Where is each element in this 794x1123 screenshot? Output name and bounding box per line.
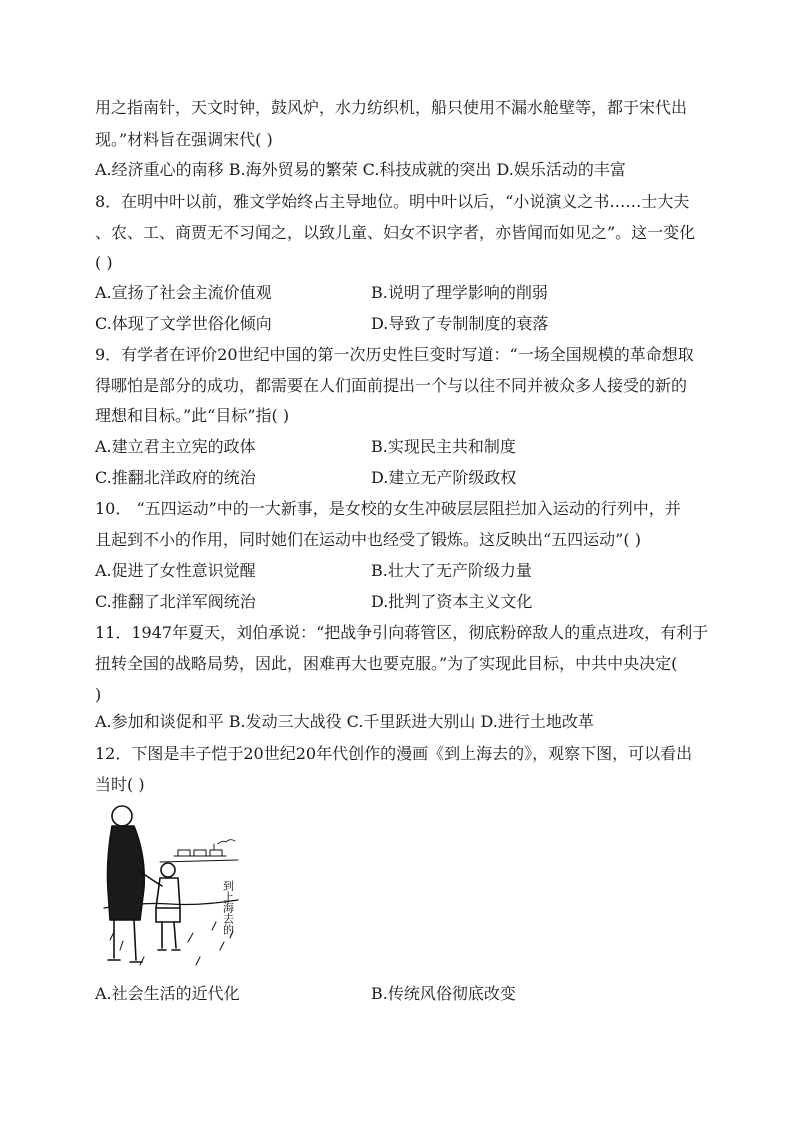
q11-options: A.参加和谈促和平 B.发动三大战役 C.千里跃进大别山 D.进行土地改革 <box>95 712 594 731</box>
q11-stem-line1: 11．1947年夏天，刘伯承说：“把战争引向蒋管区，彻底粉碎敌人的重点进攻，有利于 <box>95 623 709 642</box>
q7-stem-line1: 用之指南针，天文时钟，鼓风炉，水力纺织机，船只使用不漏水舱壁等，都于宋代出 <box>95 98 688 117</box>
q8-stem-line1: 8．在明中叶以前，雅文学始终占主导地位。明中叶以后，“小说演义之书……士大夫 <box>95 192 690 211</box>
q9-option-c: C.推翻北洋政府的统治 <box>95 468 256 487</box>
q9-stem-line1: 9．有学者在评价20世纪中国的第一次历史性巨变时写道：“一场全国规模的革命想取 <box>95 345 694 364</box>
q9-option-d: D.建立无产阶级政权 <box>371 468 517 487</box>
q9-option-a: A.建立君主立宪的政体 <box>95 437 256 456</box>
q7-options: A.经济重心的南移 B.海外贸易的繁荣 C.科技成就的突出 D.娱乐活动的丰富 <box>95 160 626 179</box>
q11-stem-line3: ) <box>95 685 102 704</box>
q10-stem-line1: 10． “五四运动”中的一大新事，是女校的女生冲破层层阻拦加入运动的行列中，并 <box>95 499 681 518</box>
q10-option-d: D.批判了资本主义文化 <box>371 592 533 611</box>
q8-option-d: D.导致了专制制度的衰落 <box>371 314 549 333</box>
q8-option-a: A.宣扬了社会主流价值观 <box>95 283 272 302</box>
q10-option-b: B.壮大了无产阶级力量 <box>371 561 532 580</box>
q12-stem-line2: 当时( ) <box>95 775 145 794</box>
q10-option-a: A.促进了女性意识觉醒 <box>95 561 256 580</box>
q12-option-b: B.传统风俗彻底改变 <box>371 984 516 1003</box>
q9-option-b: B.实现民主共和制度 <box>371 437 516 456</box>
q10-stem-line2: 且起到不小的作用，同时她们在运动中也经受了锻炼。这反映出“五四运动”( ) <box>95 530 641 549</box>
q9-stem-line2: 得哪怕是部分的成功，都需要在人们面前提出一个与以往不同并被众多人接受的新的 <box>95 376 688 395</box>
q9-stem-line3: 理想和目标。”此“目标”指( ) <box>95 406 290 425</box>
q8-option-c: C.体现了文学世俗化倾向 <box>95 314 272 333</box>
q8-option-b: B.说明了理学影响的削弱 <box>371 283 548 302</box>
q10-option-c: C.推翻了北洋军阀统治 <box>95 592 256 611</box>
cartoon-illustration <box>100 800 240 975</box>
q11-stem-line2: 扭转全国的战略局势，因此，困难再大也要克服。”为了实现此目标，中共中央决定( <box>95 654 678 673</box>
cartoon-caption: 到上海去的 <box>221 880 235 935</box>
q12-stem-line1: 12．下图是丰子恺于20世纪20年代创作的漫画《到上海去的》，观察下图，可以看出 <box>95 744 693 763</box>
cartoon-drawing <box>100 800 240 975</box>
q8-stem-line2: 、农、工、商贾无不习闻之，以致儿童、妇女不识字者，亦皆闻而如见之”。这一变化 <box>95 223 696 242</box>
q7-stem-line2: 现。”材料旨在强调宋代( ) <box>95 130 273 149</box>
q8-stem-line3: ( ) <box>95 253 113 272</box>
q12-option-a: A.社会生活的近代化 <box>95 984 240 1003</box>
